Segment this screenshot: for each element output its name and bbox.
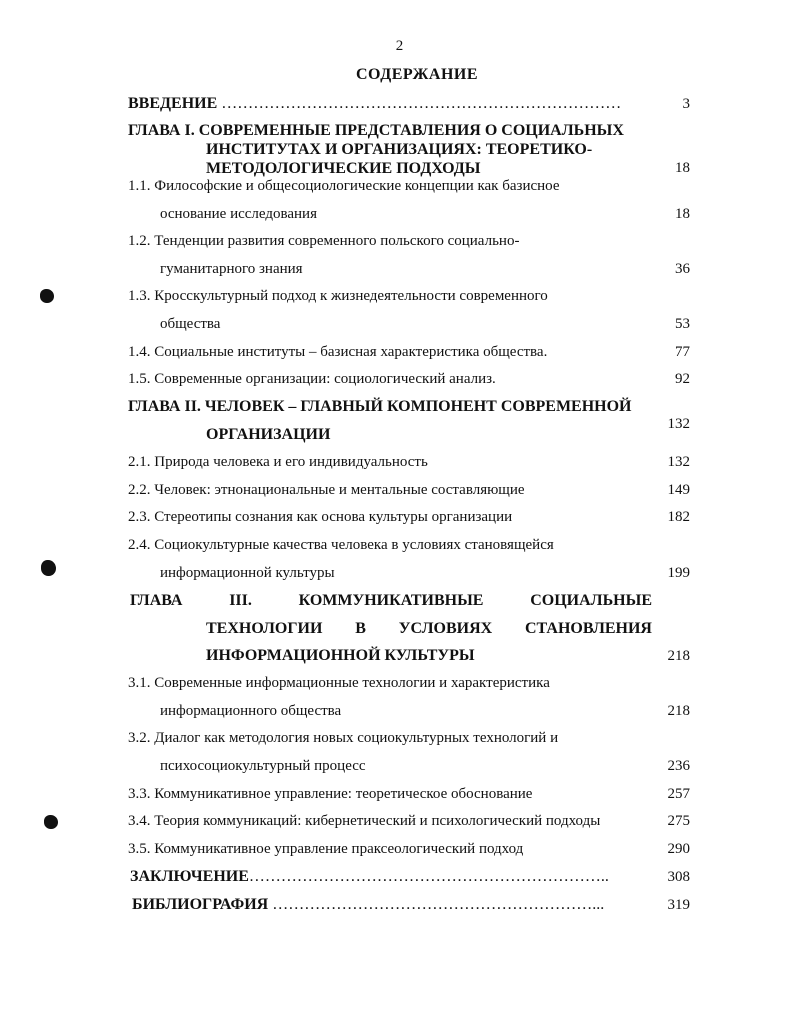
chapter-1-title-line2: ИНСТИТУТАХ И ОРГАНИЗАЦИЯХ: ТЕОРЕТИКО-	[206, 141, 593, 158]
dot-leader: ……………………………………………………...	[268, 896, 605, 913]
section-1-2-line2: гуманитарного знания	[160, 261, 303, 277]
section-1-3-line2: общества	[160, 316, 221, 332]
section-3-5: 3.5. Коммуникативное управление праксеологический подход	[128, 841, 524, 857]
section-1-5: 1.5. Современные организации: социологический анализ.	[128, 371, 496, 387]
section-1-4: 1.4. Социальные институты – базисная характеристика общества.	[128, 344, 548, 360]
section-3-3: 3.3. Коммуникативное управление: теоретическое обоснование	[128, 786, 533, 802]
section-1-1-page: 18	[675, 206, 690, 222]
section-1-5-page: 92	[675, 371, 690, 387]
toc-intro-page: 3	[682, 96, 690, 112]
chapter-3-word: III.	[229, 592, 252, 609]
section-3-2-line1: 3.2. Диалог как методология новых социокультурных технологий и	[128, 730, 559, 746]
section-2-2-page: 149	[667, 482, 690, 498]
chapter-3-word: В	[355, 620, 366, 637]
chapter-1-page: 18	[675, 160, 690, 176]
section-3-2-line2: психосоциокультурный процесс	[160, 758, 366, 774]
chapter-3-word: ГЛАВА	[130, 592, 183, 609]
chapter-3-title-line1	[130, 592, 652, 610]
section-3-5-page: 290	[667, 841, 690, 857]
chapter-3-page: 218	[667, 648, 690, 664]
toc-bibliography-label: БИБЛИОГРАФИЯ	[132, 896, 269, 913]
section-1-2-line1: 1.2. Тенденции развития современного польского социально-	[128, 233, 520, 249]
section-2-1: 2.1. Природа человека и его индивидуальность	[128, 454, 428, 470]
toc-intro	[128, 95, 621, 113]
toc-conclusion	[130, 868, 609, 886]
section-3-4-page: 275	[667, 813, 690, 829]
punch-hole-mark	[44, 815, 58, 829]
toc-conclusion-label: ЗАКЛЮЧЕНИЕ	[130, 868, 249, 885]
chapter-3-word: СОЦИАЛЬНЫЕ	[530, 592, 652, 609]
page-number: 2	[395, 38, 404, 54]
chapter-1-title-line1: ГЛАВА I. СОВРЕМЕННЫЕ ПРЕДСТАВЛЕНИЯ О СОЦИАЛЬНЫХ	[128, 122, 624, 139]
toc-conclusion-page: 308	[667, 869, 690, 885]
chapter-3-word: ТЕХНОЛОГИИ	[206, 620, 323, 637]
section-2-1-page: 132	[667, 454, 690, 470]
section-1-2-page: 36	[675, 261, 690, 277]
section-3-2-page: 236	[667, 758, 690, 774]
page-title: СОДЕРЖАНИЕ	[355, 66, 479, 83]
punch-hole-mark	[41, 560, 56, 576]
section-3-4: 3.4. Теория коммуникаций: кибернетический и психологический подходы	[128, 813, 601, 829]
dot-leader: …………………………………………………………………	[217, 95, 622, 112]
section-1-4-page: 77	[675, 344, 690, 360]
section-1-3-page: 53	[675, 316, 690, 332]
chapter-3-title-line2	[206, 620, 652, 638]
section-1-1-line2: основание исследования	[160, 206, 317, 222]
section-2-4-line2: информационной культуры	[160, 565, 335, 581]
section-3-1-line2: информационного общества	[160, 703, 342, 719]
toc-bibliography-page: 319	[667, 897, 690, 913]
section-2-4-line1: 2.4. Социокультурные качества человека в условиях становящейся	[128, 537, 554, 553]
section-3-1-line1: 3.1. Современные информационные технологии и характеристика	[128, 675, 550, 691]
section-1-1-line1: 1.1. Философские и общесоциологические концепции как базисное	[128, 178, 560, 194]
chapter-3-word: КОММУНИКАТИВНЫЕ	[298, 592, 484, 609]
chapter-2-title-line2: ОРГАНИЗАЦИИ	[206, 426, 331, 443]
chapter-3-word: СТАНОВЛЕНИЯ	[525, 620, 652, 637]
chapter-3-title-line3: ИНФОРМАЦИОННОЙ КУЛЬТУРЫ	[206, 647, 475, 664]
punch-hole-mark	[40, 289, 54, 303]
toc-bibliography	[132, 896, 604, 914]
section-2-4-page: 199	[667, 565, 690, 581]
section-3-3-page: 257	[667, 786, 690, 802]
chapter-1-title-line3: МЕТОДОЛОГИЧЕСКИЕ ПОДХОДЫ	[206, 160, 481, 177]
toc-intro-label: ВВЕДЕНИЕ	[128, 95, 218, 112]
section-3-1-page: 218	[667, 703, 690, 719]
chapter-2-title-line1: ГЛАВА II. ЧЕЛОВЕК – ГЛАВНЫЙ КОМПОНЕНТ СОВРЕМЕННОЙ	[128, 398, 632, 415]
chapter-3-word: УСЛОВИЯХ	[398, 620, 493, 637]
chapter-2-page: 132	[667, 416, 690, 432]
section-2-3-page: 182	[667, 509, 690, 525]
section-2-2: 2.2. Человек: этнонациональные и ментальные составляющие	[128, 482, 525, 498]
section-2-3: 2.3. Стереотипы сознания как основа культуры организации	[128, 509, 513, 525]
dot-leader: …………………………………………………………..	[248, 868, 609, 885]
section-1-3-line1: 1.3. Кросскультурный подход к жизнедеятельности современного	[128, 288, 548, 304]
